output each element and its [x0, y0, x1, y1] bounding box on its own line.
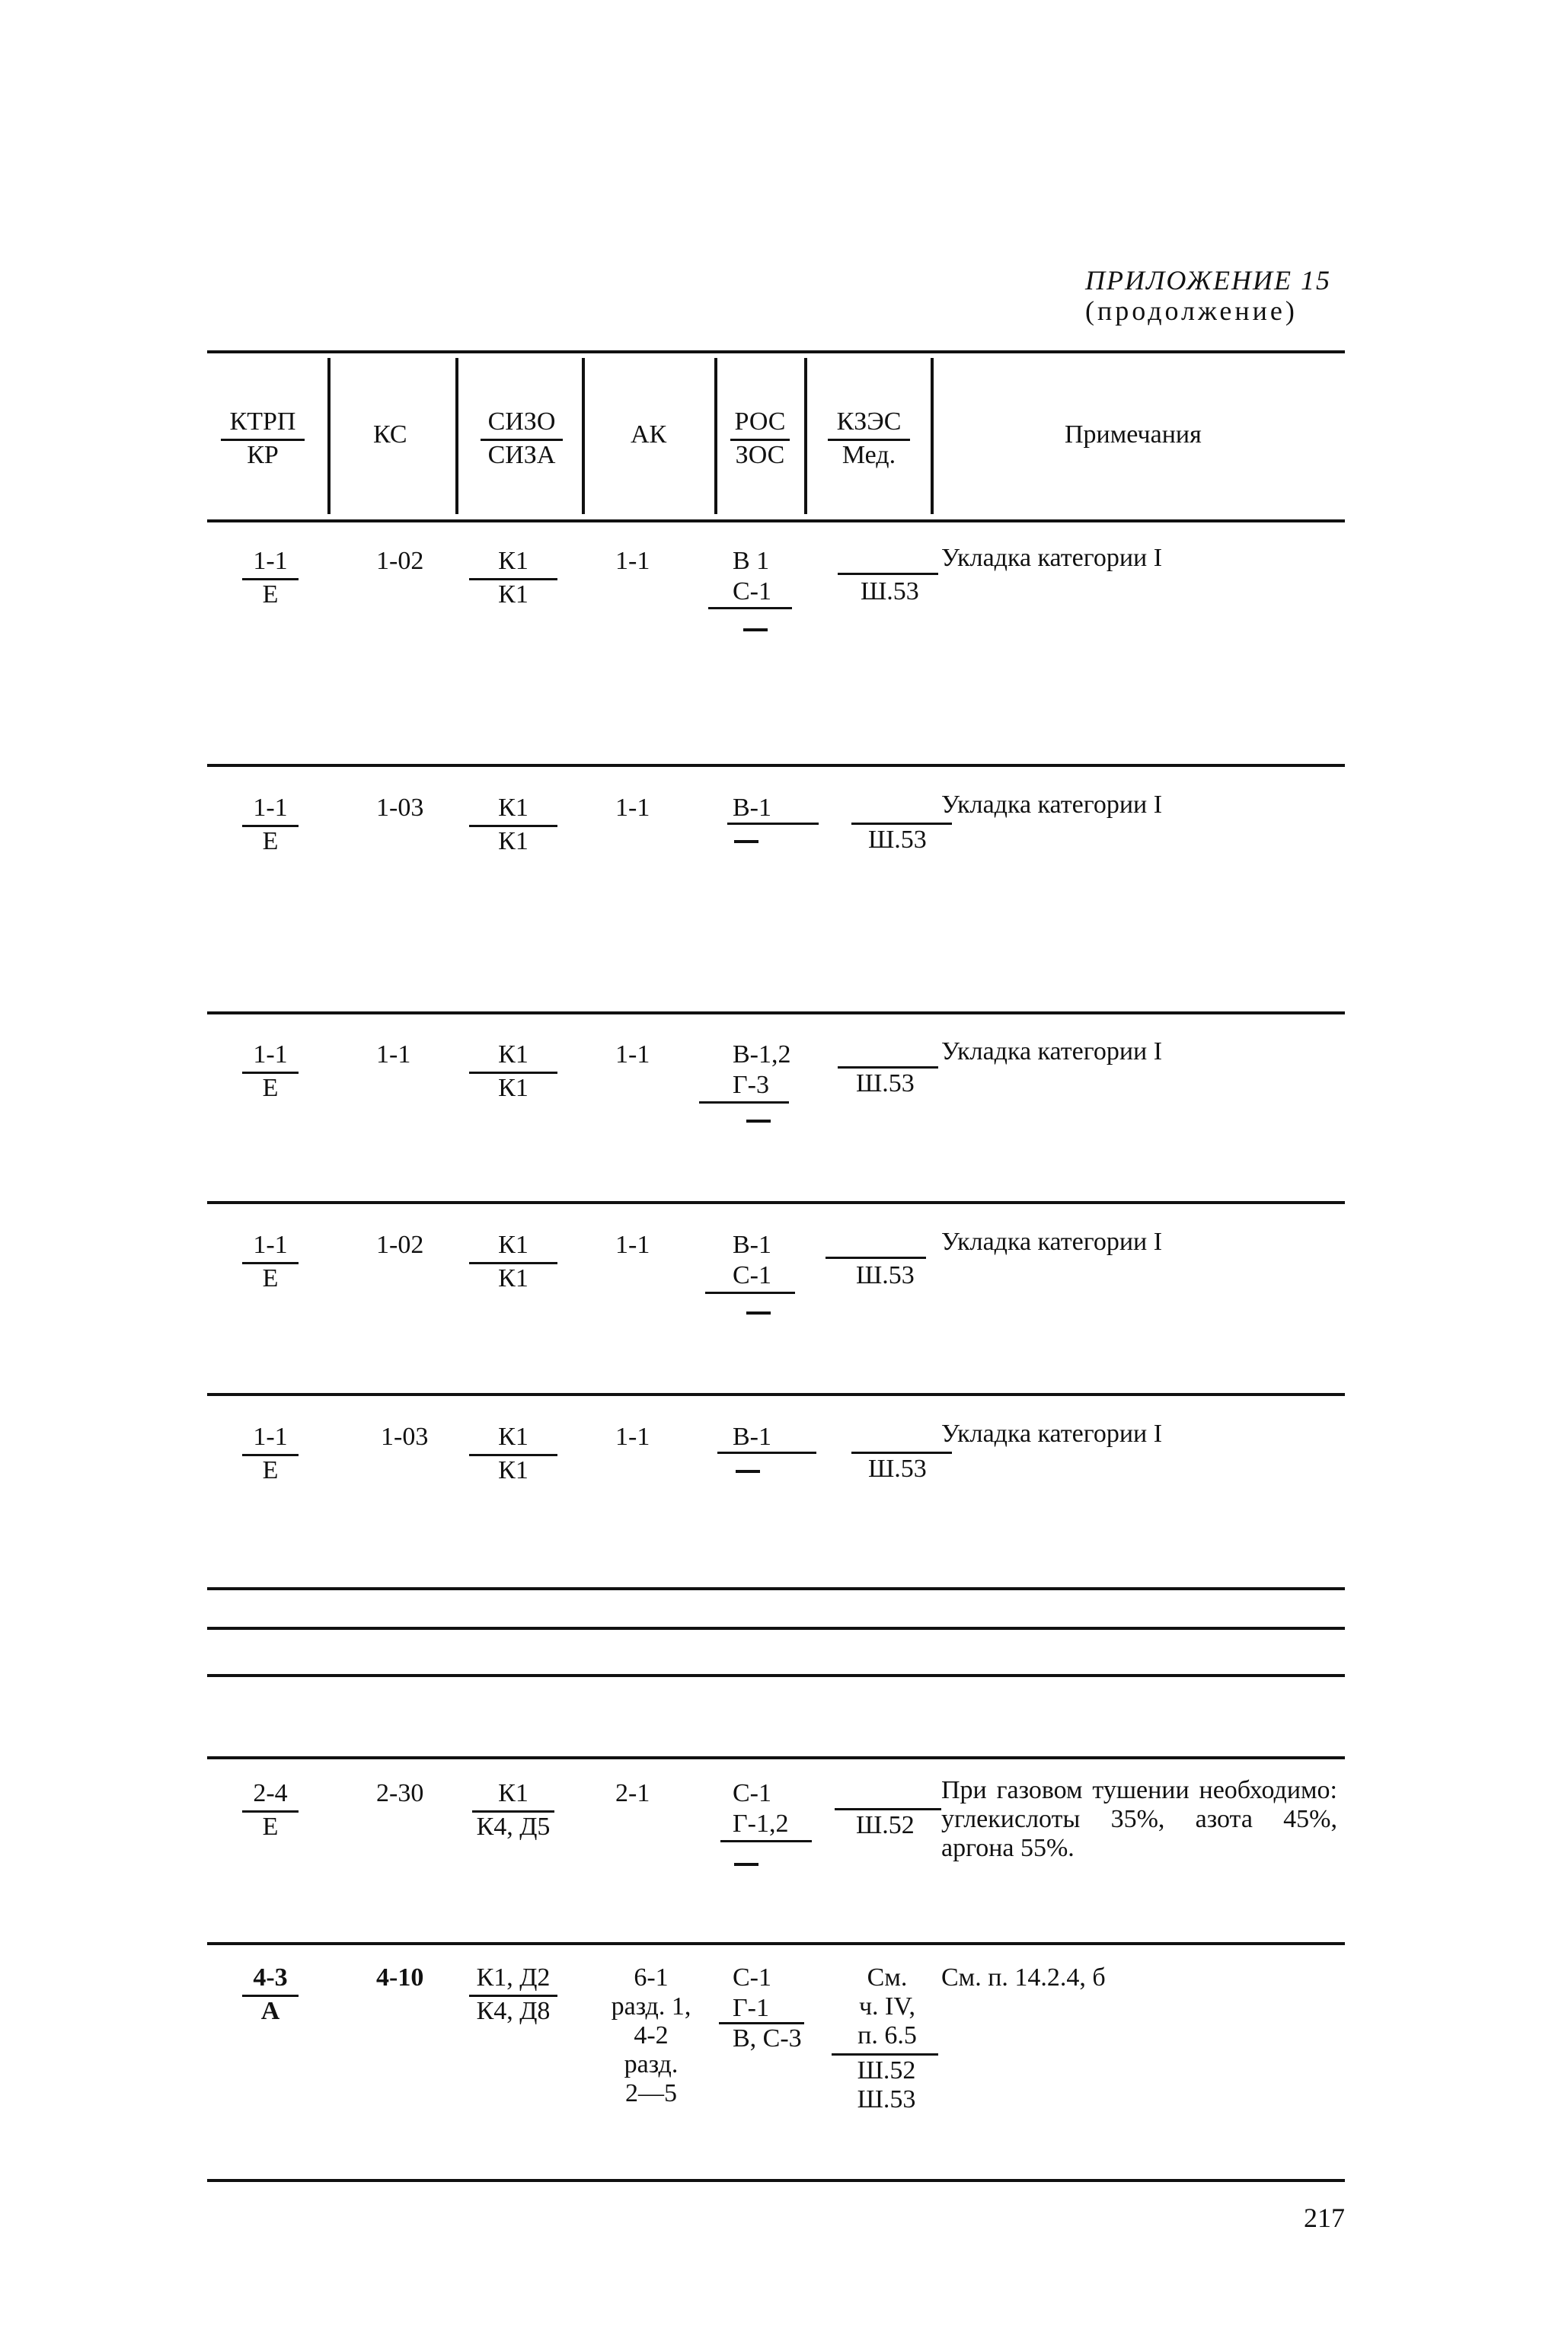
col-header-ks: КС — [373, 420, 407, 449]
col-sep-1 — [327, 358, 331, 514]
appendix-continued: (продолжение) — [1085, 296, 1298, 326]
row6-note: При газовом тушении необходимо: углекислоты 35%, азота 45%, аргона 55%. — [941, 1776, 1337, 1862]
kr-value: А — [260, 1997, 280, 2025]
row4-note: Укладка категории I — [941, 1228, 1163, 1256]
row5-ros-rule — [717, 1452, 816, 1454]
sizo-value: К1 — [469, 547, 557, 580]
kr-value: Е — [262, 1074, 279, 1102]
row7-kzes-rule — [832, 2053, 938, 2056]
row7-zos: В, С-3 — [733, 2024, 802, 2053]
row5-kzes-rule — [851, 1452, 952, 1454]
col-sep-4 — [714, 358, 717, 514]
row-separator — [207, 1587, 1345, 1590]
col-header-sizo — [465, 407, 579, 470]
row5-ros1: В-1 — [733, 1423, 771, 1451]
ktrp-value: 2-4 — [242, 1779, 298, 1813]
ktrp-value: 4-3 — [242, 1963, 298, 1997]
row6-kzes-rule — [835, 1808, 941, 1810]
zos-label: ЗОС — [735, 441, 785, 469]
siza-value: К1 — [498, 1456, 529, 1484]
kzes-line: См. — [867, 1963, 908, 1992]
row-separator — [207, 1674, 1345, 1677]
sizo-value: К1 — [469, 1040, 557, 1074]
row5-ktrp — [221, 1423, 320, 1485]
table-header-bottom-rule — [207, 519, 1345, 522]
kr-value: Е — [262, 827, 279, 855]
med-label: Мед. — [841, 441, 896, 469]
row2-ktrp — [221, 794, 320, 856]
siza-value: К1 — [498, 1264, 529, 1292]
ros-label: РОС — [730, 407, 790, 441]
row7-ros1: С-1 — [733, 1963, 771, 1992]
row3-ktrp — [221, 1040, 320, 1103]
row1-ros-rule — [708, 607, 792, 609]
kr-value: Е — [262, 1456, 279, 1484]
row4-ktrp — [221, 1231, 320, 1293]
ak-line: 4-2 — [634, 2021, 669, 2049]
row2-ak: 1-1 — [615, 794, 650, 822]
row3-ak: 1-1 — [615, 1040, 650, 1069]
row4-ros-rule — [705, 1292, 795, 1294]
kr-label: КР — [247, 441, 279, 469]
row2-ros-rule — [727, 823, 819, 825]
col-header-ak: АК — [631, 420, 667, 449]
row3-ros-rule — [699, 1101, 789, 1104]
col-sep-5 — [804, 358, 807, 514]
row1-kzes-rule — [838, 573, 938, 575]
kzes-line: ч. IV, — [858, 1992, 916, 2021]
ktrp-value: 1-1 — [242, 1423, 298, 1456]
row1-zos-dash — [743, 628, 768, 631]
sizo-value: К1 — [469, 1423, 557, 1456]
row2-zos-dash — [734, 840, 758, 843]
row-separator — [207, 1627, 1345, 1630]
ktrp-value: 1-1 — [242, 547, 298, 580]
col-header-ros — [720, 407, 800, 470]
row2-sizo — [452, 794, 574, 856]
page-number: 217 — [1304, 2203, 1345, 2233]
row4-sizo — [452, 1231, 574, 1293]
row1-med: Ш.53 — [861, 577, 919, 605]
row7-ros2: Г-1 — [733, 1994, 769, 2022]
col-sep-6 — [931, 358, 934, 514]
row7-kzes — [830, 1963, 944, 2050]
row4-zos-dash — [746, 1311, 771, 1315]
row-separator — [207, 1011, 1345, 1014]
row2-ks: 1-03 — [376, 794, 424, 822]
row6-ros1: С-1 — [733, 1779, 771, 1807]
sizo-value: К1 — [469, 1231, 557, 1264]
row4-med: Ш.53 — [856, 1261, 915, 1289]
row3-ros2: Г-3 — [733, 1071, 769, 1099]
row6-ktrp — [221, 1779, 320, 1842]
row4-ros2: С-1 — [733, 1261, 771, 1289]
row6-med: Ш.52 — [856, 1811, 915, 1839]
row5-ak: 1-1 — [615, 1423, 650, 1451]
med-line: Ш.52 — [857, 2056, 916, 2085]
ak-line: 6-1 — [634, 1963, 669, 1992]
row5-sizo — [452, 1423, 574, 1485]
ktrp-value: 1-1 — [242, 1040, 298, 1074]
row3-kzes-rule — [838, 1066, 938, 1069]
row1-ros2: С-1 — [733, 577, 771, 605]
table-top-rule — [207, 350, 1345, 353]
row4-kzes-rule — [826, 1257, 926, 1259]
row3-sizo — [452, 1040, 574, 1103]
row7-ak — [586, 1963, 716, 2108]
sizo-value: К1 — [472, 1779, 554, 1813]
row7-med — [841, 2056, 932, 2114]
col-header-notes: Примечания — [1065, 420, 1202, 449]
row3-ros1: В-1,2 — [733, 1040, 791, 1069]
row4-ros1: В-1 — [733, 1231, 771, 1259]
siza-value: К1 — [498, 580, 529, 609]
col-header-ktrp — [206, 407, 320, 470]
row2-kzes-rule — [851, 823, 952, 825]
kr-value: Е — [262, 1813, 279, 1841]
sizo-value: К1, Д2 — [469, 1963, 558, 1997]
row5-zos-dash — [736, 1470, 760, 1473]
row2-med: Ш.53 — [868, 826, 927, 854]
row7-ks: 4-10 — [376, 1963, 424, 1992]
row1-ktrp — [221, 547, 320, 609]
row6-ks: 2-30 — [376, 1779, 424, 1807]
ktrp-value: 1-1 — [242, 1231, 298, 1264]
ak-line: разд. — [624, 2050, 679, 2078]
row1-ks: 1-02 — [376, 547, 424, 575]
row7-note: См. п. 14.2.4, б — [941, 1963, 1106, 1992]
siza-label: СИЗА — [487, 441, 556, 469]
row-separator — [207, 1942, 1345, 1945]
appendix-title: ПРИЛОЖЕНИЕ 15 — [1085, 265, 1331, 296]
med-line: Ш.53 — [857, 2085, 916, 2113]
siza-value: К1 — [498, 827, 529, 855]
kr-value: Е — [262, 580, 279, 609]
row-separator — [207, 1393, 1345, 1396]
kzes-label: КЗЭС — [828, 407, 911, 441]
row5-note: Укладка категории I — [941, 1420, 1163, 1448]
row6-ak: 2-1 — [615, 1779, 650, 1807]
row2-note: Укладка категории I — [941, 791, 1163, 819]
row6-sizo — [452, 1779, 574, 1842]
row7-sizo — [452, 1963, 574, 2026]
row6-zos-dash — [734, 1863, 758, 1866]
ak-line: 2—5 — [625, 2079, 677, 2107]
ktrp-label: КТРП — [221, 407, 305, 441]
sizo-value: К1 — [469, 794, 557, 827]
row3-zos-dash — [746, 1120, 771, 1123]
sizo-label: СИЗО — [481, 407, 564, 441]
row1-note: Укладка категории I — [941, 544, 1163, 572]
table-bottom-rule — [207, 2179, 1345, 2182]
row-separator — [207, 1201, 1345, 1204]
row3-ks: 1-1 — [376, 1040, 411, 1069]
col-sep-2 — [455, 358, 458, 514]
col-header-kzes — [812, 407, 926, 470]
row1-ros1: В 1 — [733, 547, 770, 575]
row5-med: Ш.53 — [868, 1455, 927, 1483]
row7-ktrp — [221, 1963, 320, 2026]
kzes-line: п. 6.5 — [857, 2021, 917, 2049]
kr-value: Е — [262, 1264, 279, 1292]
row5-ks: 1-03 — [381, 1423, 429, 1451]
siza-value: К4, Д8 — [476, 1997, 551, 2025]
row-separator — [207, 764, 1345, 767]
row4-ks: 1-02 — [376, 1231, 424, 1259]
row1-ak: 1-1 — [615, 547, 650, 575]
siza-value: К1 — [498, 1074, 529, 1102]
row3-med: Ш.53 — [856, 1069, 915, 1097]
row-separator — [207, 1756, 1345, 1759]
row1-sizo — [452, 547, 574, 609]
row6-ros2: Г-1,2 — [733, 1810, 789, 1838]
siza-value: К4, Д5 — [476, 1813, 551, 1841]
row4-ak: 1-1 — [615, 1231, 650, 1259]
ak-line: разд. 1, — [611, 1992, 691, 2021]
row2-ros1: В-1 — [733, 794, 771, 822]
row6-ros-rule — [720, 1840, 812, 1842]
col-sep-3 — [582, 358, 585, 514]
ktrp-value: 1-1 — [242, 794, 298, 827]
row3-note: Укладка категории I — [941, 1037, 1163, 1065]
